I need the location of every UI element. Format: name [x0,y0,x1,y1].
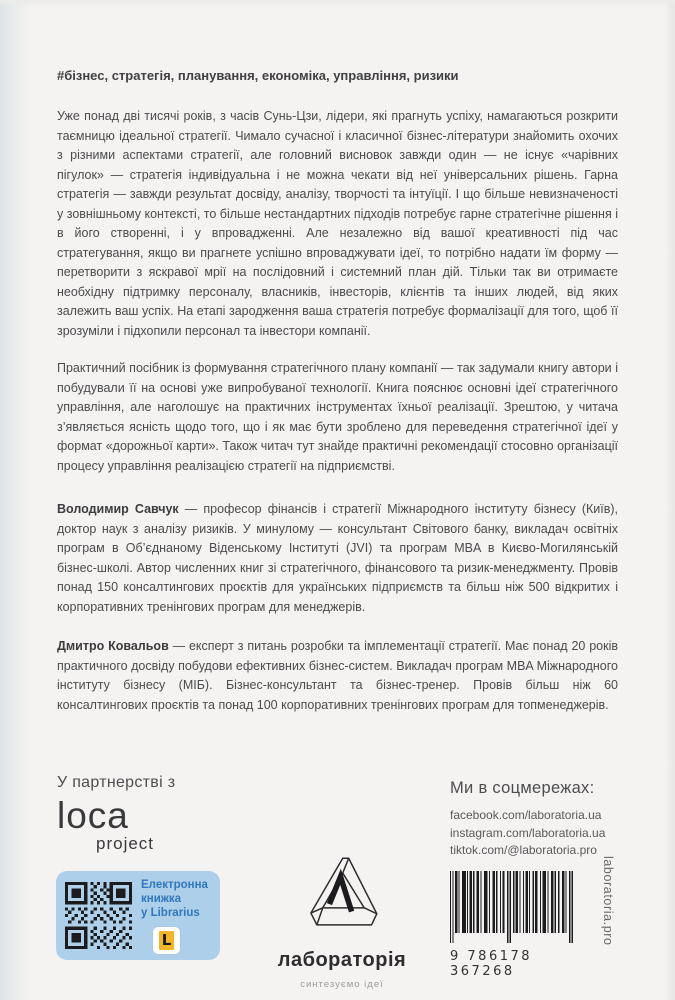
ebook-badge-line: у Librarius [141,906,200,919]
back-cover-text-block [57,68,618,733]
social-link-instagram: instagram.com/laboratoria.ua [450,825,606,840]
book-page-edge [0,0,30,1000]
author-name: Дмитро Ковальов [57,639,169,653]
hashtag-line: #бізнес, стратегія, планування, економіка, управління, ризики [57,68,459,83]
annotation-paragraph: Практичний посібник із формування стратегічного плану компанії — так задумали книгу автори і побудували її на основі уже випробуваної технології. Книга пояснює основні ідеї стратегічного управління, але наголошує на практичних інструментах їхньої реалізації. Зрештою, у читача з’являється ясність щодо того, що і як має бути зроблено для переведення стратегічної ідеї у формат «дорожньої карти». Також читач тут знайде практичні рекомендації стосовно організації процесу управління реалізацією стратегії на підприємстві. [57,361,618,473]
partner-heading: У партнерстві з [57,774,176,791]
isbn-number: 9 786178 367268 [450,949,533,979]
author-name: Володимир Савчук [57,502,179,516]
annotation-paragraph: Уже понад дві тисячі років, з часів Сунь-Цзи, лідери, які прагнуть успіху, намагаються розкрити таємницю ідеальної стратегії. Чимало сучасної і класичної бізнес-літератури знайомить охочих з різними аспектами стратегії, але головний висновок завжди один — не існує «чарівних пігулок» — стратегія індивідуальна і не можна чекати від неї універсальних рішень. Гарна стратегія — завжди результат досвіду, аналізу, творчості та інтуїції. І що більше невизначеності у зовнішньому контексті, то більше нестандартних підходів потребує гарне стратегічне рішення і в його створенні, і у впровадженні. Але незалежно від вашої креативності під час стратегування, якщо ви прагнете успішно впроваджувати ідеї, то потрібно надати їм форму — перетворити з яскравої мрії на послідовний і системний план дій. Тільки так ви отримаєте необхідну підтримку персоналу, власників, інвесторів, клієнтів та інших людей, від яких залежить ваш успіх. На етапі зародження ваша стратегія потребує формалізації для того, щоб її зрозуміли і підхопили персонал та інвестори компанії. [57,109,618,338]
librarius-letter: L [161,930,172,949]
social-link-facebook: facebook.com/laboratoria.ua [450,808,602,822]
publisher-tagline: синтезуємо ідеї [300,979,384,990]
cover-right-shadow [665,0,675,1000]
loca-project-logo: loca [57,795,129,836]
social-link-tiktok: tiktok.com/@laboratoria.pro [450,843,597,857]
barcode-icon [450,871,574,943]
ebook-badge-line: книжка [141,892,182,905]
librarius-logo-icon [153,927,180,954]
author-bio [57,637,618,715]
isbn-barcode-block [450,871,574,979]
loca-project-logo-subline: project [96,833,155,853]
qr-code-icon [65,882,132,949]
publisher-website-vertical: laboratoria.pro [601,856,615,946]
ebook-badge-line: Електронна [141,878,208,891]
cover-top-shadow [0,0,675,8]
laboratoria-triangle-icon [305,855,379,937]
author-bio-text: — професор фінансів і стратегії Міжнародного інституту бізнесу (Київ), доктор наук з аналізу ризиків. У минулому — консультант Світового банку, викладач освітніх програм в Об’єднаному Віденському Інституті (JVI) та програм MBA в Києво-Могилянській бізнес-школі. Автор численних книг зі стратегічного, фінансового та ризик-менеджменту. Провів понад 150 консалтингових проєктів для українських підприємств та більш ніж 500 відкритих і корпоративних тренінгових програм для менеджерів. [57,502,619,614]
ebook-badge-text [141,878,212,954]
publisher-name: лабораторія [277,949,407,971]
author-bio-text: — експерт з питань розробки та імплементації стратегії. Має понад 20 років практичного досвіду побудови ефективних бізнес-систем. Викладач програм MBA Міжнародного інституту бізнесу (МІБ). Бізнес-консультант та бізнес-тренер. Провів більш ніж 60 консалтингових проєктів та понад 100 корпоративних тренінгових програм для топменеджерів. [57,639,618,712]
social-block [450,779,605,860]
ebook-badge [56,871,220,960]
author-bio [57,500,618,617]
partner-block [57,774,175,854]
publisher-logo-block [272,855,412,990]
social-heading: Ми в соцмережах: [450,779,595,797]
